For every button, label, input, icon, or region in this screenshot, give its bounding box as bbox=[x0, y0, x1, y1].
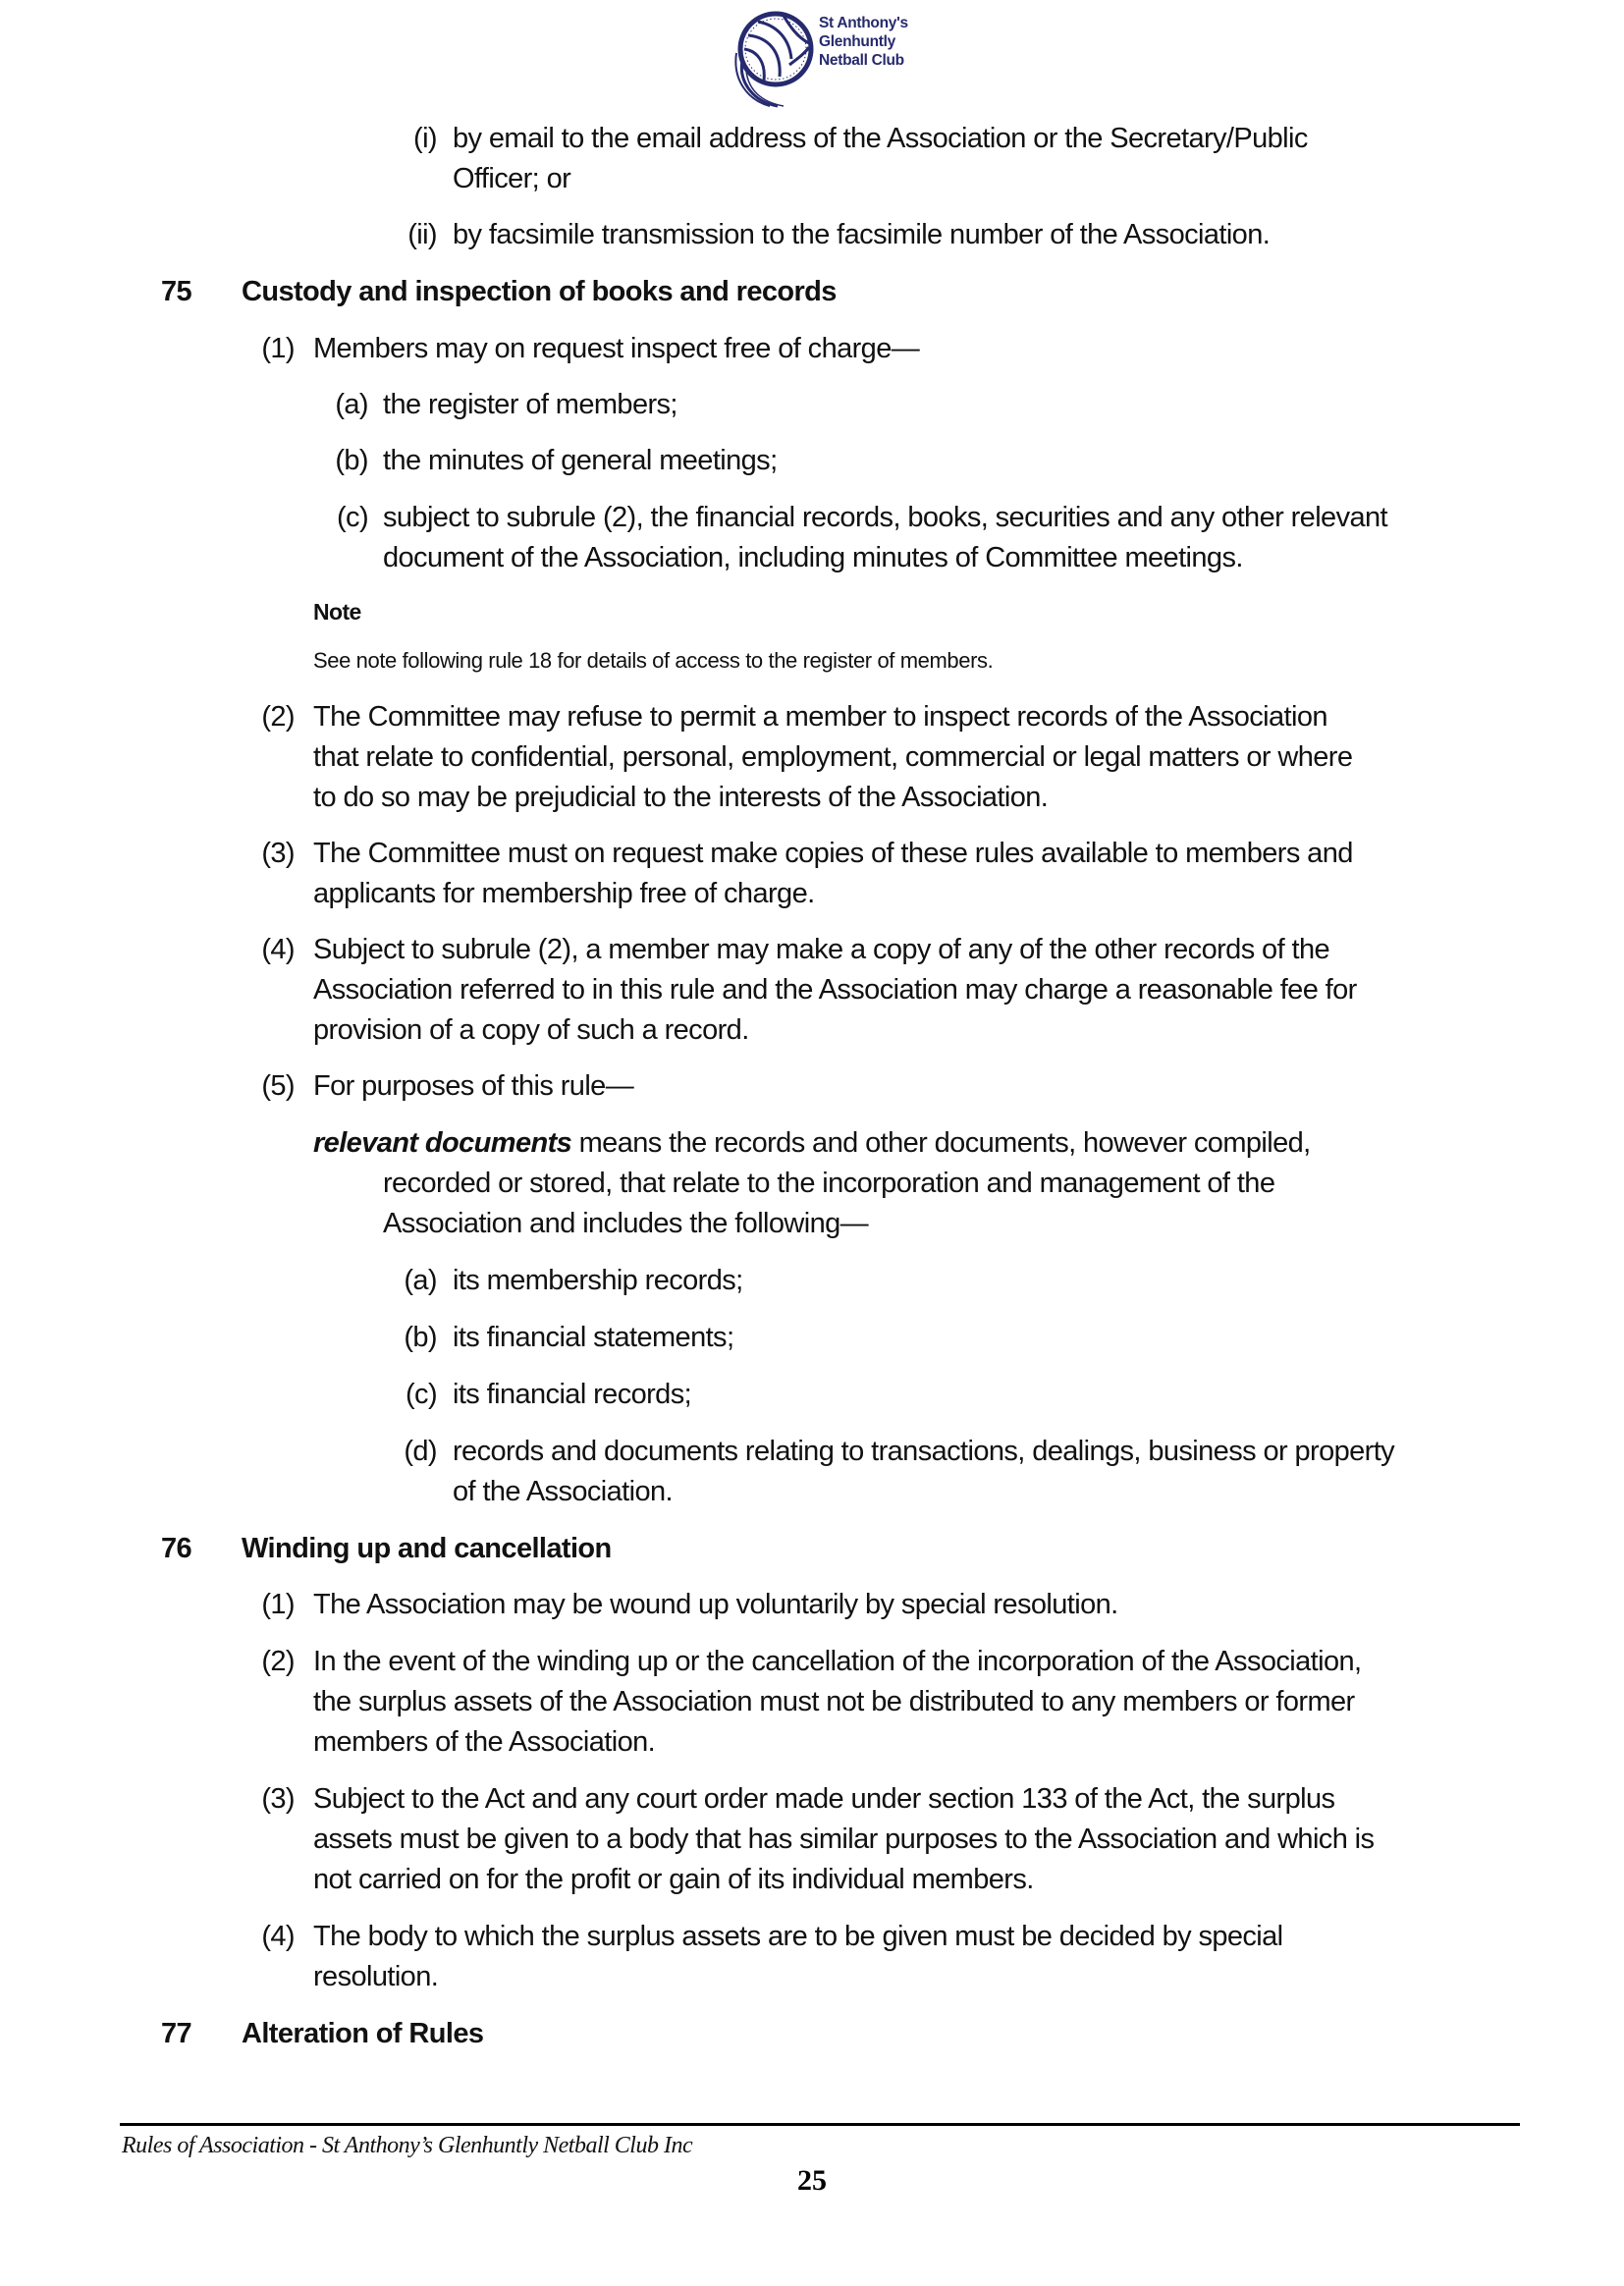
definition-text: Association and includes the following— bbox=[383, 1208, 869, 1239]
item-text: subject to subrule (2), the financial records, books, securities and any other relevant bbox=[383, 502, 1387, 533]
subrule-text: The Association may be wound up voluntarily by special resolution. bbox=[313, 1589, 1118, 1620]
subrule-text: Subject to the Act and any court order made under section 133 of the Act, the surplus bbox=[313, 1783, 1335, 1815]
item-text: document of the Association, including minutes of Committee meetings. bbox=[383, 542, 1243, 573]
subrule-text: that relate to confidential, personal, employment, commercial or legal matters or where bbox=[313, 741, 1353, 773]
item-text: its financial statements; bbox=[453, 1322, 734, 1353]
item-text: its membership records; bbox=[453, 1265, 743, 1296]
subrule-text: Association referred to in this rule and the Association may charge a reasonable fee for bbox=[313, 974, 1357, 1006]
subrule-label: (2) bbox=[261, 701, 295, 733]
definition-text: means the records and other documents, however compiled, bbox=[571, 1127, 1311, 1159]
rule-number: 75 bbox=[161, 276, 192, 307]
subrule-text: not carried on for the profit or gain of its individual members. bbox=[313, 1864, 1034, 1895]
subrule-label: (3) bbox=[261, 1783, 295, 1815]
page-number: 25 bbox=[797, 2164, 827, 2197]
item-label: (d) bbox=[404, 1436, 437, 1467]
item-text: the minutes of general meetings; bbox=[383, 445, 778, 476]
rule-heading: Custody and inspection of books and records bbox=[242, 276, 837, 307]
subrule-text: members of the Association. bbox=[313, 1726, 656, 1758]
item-label: (i) bbox=[413, 123, 437, 154]
item-text: records and documents relating to transactions, dealings, business or property bbox=[453, 1436, 1395, 1467]
subrule-text: applicants for membership free of charge. bbox=[313, 878, 815, 909]
subrule-text: For purposes of this rule— bbox=[313, 1070, 634, 1102]
subrule-text: resolution. bbox=[313, 1961, 439, 1992]
subrule-text: to do so may be prejudicial to the interests of the Association. bbox=[313, 782, 1049, 813]
netball-icon bbox=[719, 4, 827, 108]
subrule-text: Subject to subrule (2), a member may make a copy of any of the other records of the bbox=[313, 934, 1330, 965]
rule-heading: Alteration of Rules bbox=[242, 2018, 484, 2049]
subrule-label: (1) bbox=[261, 1589, 295, 1620]
subrule-text: assets must be given to a body that has similar purposes to the Association and which is bbox=[313, 1823, 1375, 1855]
definition-term: relevant documents bbox=[313, 1127, 572, 1159]
subrule-label: (2) bbox=[261, 1646, 295, 1677]
subrule-label: (4) bbox=[261, 1921, 295, 1952]
item-text: by email to the email address of the Association or the Secretary/Public bbox=[453, 123, 1308, 154]
rule-number: 76 bbox=[161, 1533, 192, 1564]
club-name-line: Netball Club bbox=[819, 52, 904, 69]
subrule-text: The Committee may refuse to permit a member to inspect records of the Association bbox=[313, 701, 1327, 733]
item-label: (c) bbox=[405, 1379, 437, 1410]
club-name bbox=[819, 14, 908, 70]
subrule-text: the surplus assets of the Association must not be distributed to any members or former bbox=[313, 1686, 1355, 1717]
subrule-text: Members may on request inspect free of charge— bbox=[313, 333, 920, 364]
item-label: (ii) bbox=[407, 219, 437, 250]
item-text: Officer; or bbox=[453, 163, 571, 194]
subrule-label: (4) bbox=[261, 934, 295, 965]
definition-line bbox=[313, 1126, 1311, 1160]
note-text: See note following rule 18 for details of access to the register of members. bbox=[313, 648, 994, 673]
subrule-label: (5) bbox=[261, 1070, 295, 1102]
item-label: (a) bbox=[335, 389, 368, 420]
item-label: (b) bbox=[404, 1322, 437, 1353]
item-text: by facsimile transmission to the facsimile number of the Association. bbox=[453, 219, 1271, 250]
subrule-label: (1) bbox=[261, 333, 295, 364]
rule-heading: Winding up and cancellation bbox=[242, 1533, 612, 1564]
item-text: of the Association. bbox=[453, 1476, 673, 1507]
club-name-line: St Anthony's bbox=[819, 15, 908, 31]
subrule-text: The body to which the surplus assets are to be given must be decided by special bbox=[313, 1921, 1283, 1952]
subrule-text: The Committee must on request make copies of these rules available to members and bbox=[313, 838, 1353, 869]
item-label: (c) bbox=[336, 502, 368, 533]
subrule-label: (3) bbox=[261, 838, 295, 869]
subrule-text: provision of a copy of such a record. bbox=[313, 1014, 749, 1046]
footer-divider bbox=[120, 2123, 1520, 2126]
club-name-line: Glenhuntly bbox=[819, 33, 895, 50]
item-text: its financial records; bbox=[453, 1379, 692, 1410]
note-heading: Note bbox=[313, 599, 361, 625]
subrule-text: In the event of the winding up or the cancellation of the incorporation of the Association, bbox=[313, 1646, 1362, 1677]
definition-text: recorded or stored, that relate to the incorporation and management of the bbox=[383, 1168, 1275, 1199]
item-text: the register of members; bbox=[383, 389, 677, 420]
footer-text: Rules of Association - St Anthony’s Glenhuntly Netball Club Inc bbox=[122, 2133, 693, 2158]
rule-number: 77 bbox=[161, 2018, 192, 2049]
item-label: (b) bbox=[335, 445, 368, 476]
item-label: (a) bbox=[404, 1265, 437, 1296]
